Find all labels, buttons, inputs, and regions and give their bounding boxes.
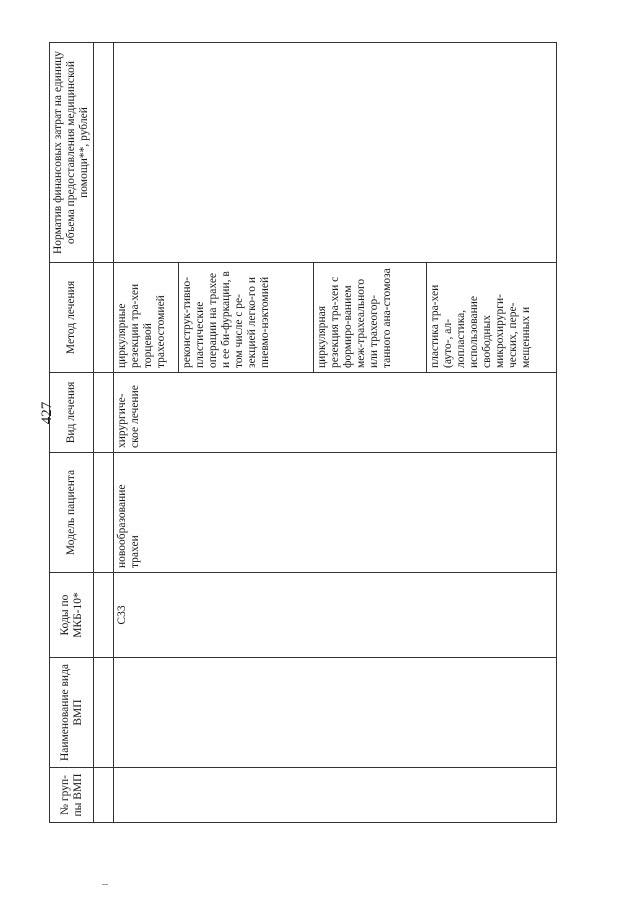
header-group-number: № груп-пы ВМП <box>50 768 94 823</box>
page-number: 427 <box>39 401 55 425</box>
header-vmp-name: Наименование вида ВМП <box>50 658 94 768</box>
table-row <box>114 43 557 823</box>
cell-treatment-methods <box>114 263 557 373</box>
header-patient-model: Модель пациента <box>50 453 94 573</box>
cell-vmp-name <box>114 658 557 768</box>
method-item: циркулярная резекция тра-хеи с формиро-ванием меж-трахеального или трахеогор-танного ана-стомоза <box>314 263 427 372</box>
medical-care-table <box>49 42 557 823</box>
spacer-cell <box>94 373 114 453</box>
header-icd-codes: Коды по МКБ-10* <box>50 573 94 658</box>
spacer-cell <box>94 453 114 573</box>
method-item: циркулярные резекции тра-хеи торцевой трахеостомией <box>114 263 179 372</box>
cell-icd-code: C33 <box>114 573 557 658</box>
header-financial-norm: Норматив финансовых затрат на единицу объема предоставления медицинской помощи**, рублей <box>50 43 94 263</box>
header-treatment-type: Вид лечения <box>50 373 94 453</box>
method-item: реконструк-тивно-пластические операции на трахее и ее би-фуркации, в том числе с ре-зекцией легко-го и пневмо-нэктомией <box>179 263 314 372</box>
methods-list <box>114 263 556 372</box>
cell-group-number <box>114 768 557 823</box>
spacer-row <box>94 43 114 823</box>
spacer-cell <box>94 263 114 373</box>
cell-patient-model: новообразование трахеи <box>114 453 557 573</box>
spacer-cell <box>94 573 114 658</box>
method-item: пластика тра-хеи (ауто-, ал-лопластика, использование свободных микрохирурги-ческих, пере-мещенных и <box>429 284 532 368</box>
spacer-cell <box>94 658 114 768</box>
spacer-cell <box>94 43 114 263</box>
header-row <box>50 43 94 823</box>
cell-financial-norm <box>114 43 557 263</box>
cell-treatment-type: хирургиче-ское лечение <box>114 373 557 453</box>
header-treatment-method: Метод лечения <box>50 263 94 373</box>
rotated-table-wrapper <box>49 43 557 823</box>
scan-mark <box>102 884 108 885</box>
spacer-cell <box>94 768 114 823</box>
